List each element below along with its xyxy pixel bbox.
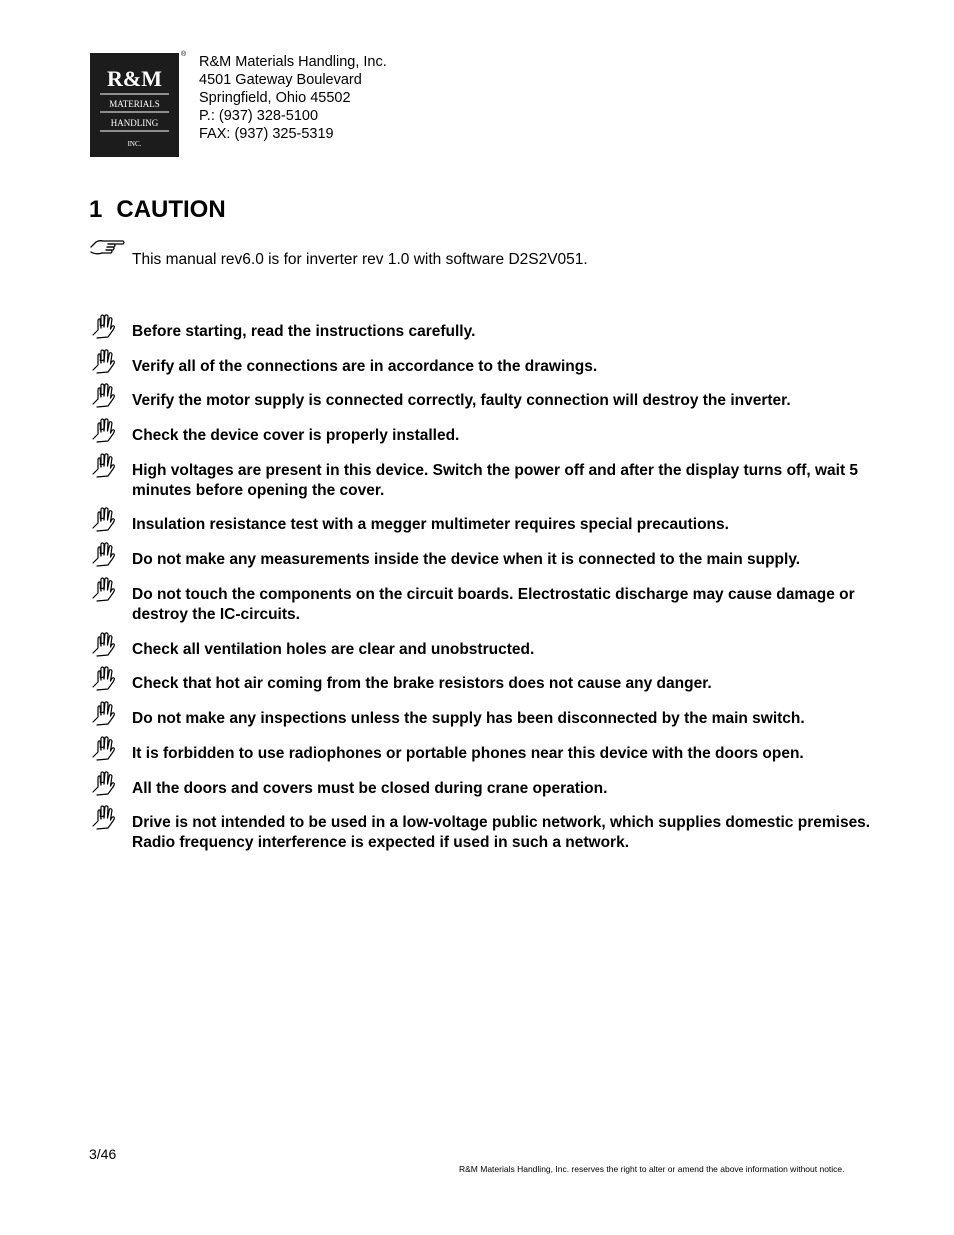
caution-item: Before starting, read the instructions carefully.	[132, 323, 476, 340]
caution-item: Drive is not intended to be used in a low-voltage public network, which supplies domestic premises. Radio frequency interference is expected if used in such a network.	[132, 814, 871, 851]
address-line: 4501 Gateway Boulevard	[199, 72, 362, 88]
section-number: 1	[89, 196, 103, 223]
company-address	[199, 53, 387, 143]
caution-item: Verify the motor supply is connected correctly, faulty connection will destroy the inverter.	[132, 392, 791, 409]
caution-item: High voltages are present in this device. Switch the power off and after the display turns off, wait 5 minutes before opening the cover.	[132, 462, 859, 499]
address-line: Springfield, Ohio 45502	[199, 90, 351, 106]
raised-hand-icon	[90, 665, 116, 696]
raised-hand-icon	[90, 700, 116, 731]
company-logo	[90, 53, 179, 157]
manual-version-note: This manual rev6.0 is for inverter rev 1.0 with software D2S2V051.	[132, 251, 588, 268]
caution-item: It is forbidden to use radiophones or portable phones near this device with the doors open.	[132, 745, 804, 762]
section-heading	[89, 196, 226, 224]
raised-hand-icon	[90, 770, 116, 801]
registered-mark: ®	[181, 51, 187, 58]
caution-item: Verify all of the connections are in accordance to the drawings.	[132, 358, 598, 375]
logo-handling: HANDLING	[110, 118, 159, 128]
raised-hand-icon	[90, 541, 116, 572]
raised-hand-icon	[90, 576, 116, 607]
address-line: R&M Materials Handling, Inc.	[199, 54, 387, 70]
caution-item: Check all ventilation holes are clear and unobstructed.	[132, 641, 535, 658]
caution-item: Do not make any inspections unless the supply has been disconnected by the main switch.	[132, 710, 805, 727]
raised-hand-icon	[90, 452, 116, 483]
raised-hand-icon	[90, 417, 116, 448]
logo-materials: MATERIALS	[109, 99, 160, 109]
caution-item: All the doors and covers must be closed during crane operation.	[132, 780, 608, 797]
page-number: 3/46	[89, 1146, 117, 1162]
raised-hand-icon	[90, 382, 116, 413]
raised-hand-icon	[90, 348, 116, 379]
caution-item: Check the device cover is properly installed.	[132, 427, 460, 444]
raised-hand-icon	[90, 804, 116, 835]
pointing-hand-icon	[90, 238, 126, 265]
caution-item: Insulation resistance test with a megger multimeter requires special precautions.	[132, 516, 729, 533]
caution-item: Do not make any measurements inside the device when it is connected to the main supply.	[132, 551, 801, 568]
logo-text: R&M	[107, 66, 162, 91]
caution-item: Do not touch the components on the circuit boards. Electrostatic discharge may cause damage or destroy the IC-circuits.	[132, 586, 855, 623]
logo-inc: INC.	[127, 140, 142, 148]
caution-item: Check that hot air coming from the brake resistors does not cause any danger.	[132, 675, 712, 692]
fax-line: FAX: (937) 325-5319	[199, 126, 334, 142]
raised-hand-icon	[90, 735, 116, 766]
section-title: CAUTION	[116, 196, 226, 223]
phone-line: P.: (937) 328-5100	[199, 108, 319, 124]
raised-hand-icon	[90, 313, 116, 344]
raised-hand-icon	[90, 506, 116, 537]
footer-disclaimer: R&M Materials Handling, Inc. reserves the right to alter or amend the above information without notice.	[459, 1164, 845, 1174]
raised-hand-icon	[90, 631, 116, 662]
